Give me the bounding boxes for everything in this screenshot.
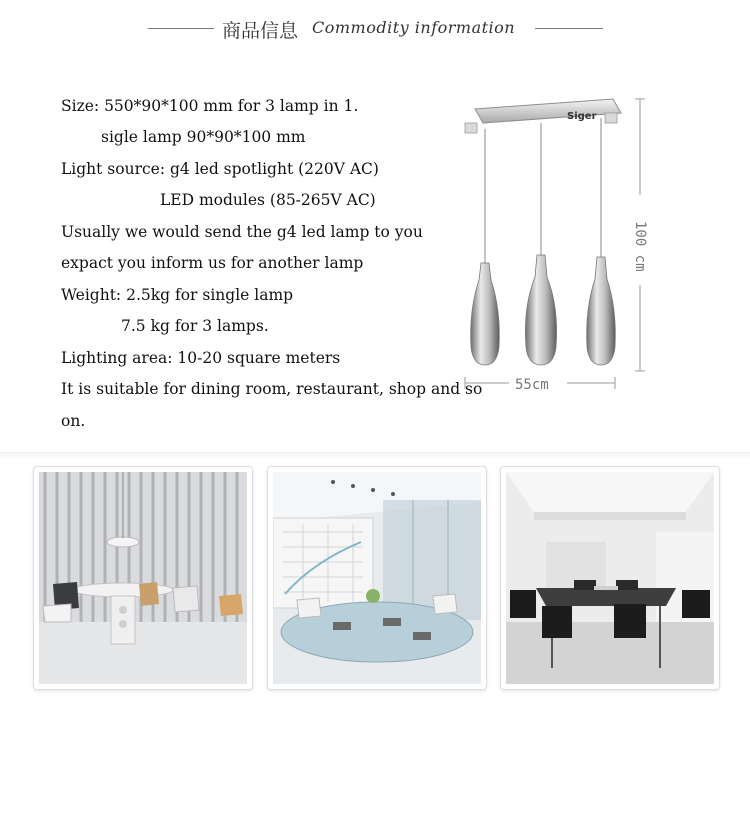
height-label: 100 cm xyxy=(632,221,648,272)
ceiling-plate xyxy=(475,99,621,123)
section-divider xyxy=(0,452,750,460)
spec-weight-single: Weight: 2.5kg for single lamp xyxy=(61,286,294,304)
pendant-lamp-left xyxy=(471,263,500,365)
brand-label: Siger xyxy=(567,111,597,122)
header-rule-right xyxy=(535,28,603,29)
header-rule-left xyxy=(148,28,214,29)
width-label: 55cm xyxy=(515,377,549,393)
spec-light-source: Light source: g4 led spotlight (220V AC) xyxy=(61,160,379,178)
spec-lighting-area: Lighting area: 10-20 square meters xyxy=(61,349,341,367)
header-title-en: Commodity information xyxy=(312,18,516,37)
spec-send-note: Usually we would send the g4 led lamp to you xyxy=(61,223,423,241)
spec-single-size: sigle lamp 90*90*100 mm xyxy=(101,128,306,146)
meeting-room-image xyxy=(273,472,481,684)
spec-size: Size: 550*90*100 mm for 3 lamp in 1. xyxy=(61,97,359,115)
pendant-lamp-right xyxy=(587,257,616,365)
product-diagram xyxy=(455,85,705,405)
header-title-cn: 商品信息 xyxy=(222,20,299,42)
dining-room-image xyxy=(39,472,247,684)
photo-meeting-room xyxy=(267,466,487,690)
photo-dining-room xyxy=(33,466,253,690)
spec-led-modules: LED modules (85-265V AC) xyxy=(160,191,376,209)
spec-suitable: It is suitable for dining room, restaurant, shop and so xyxy=(61,380,483,398)
section-header xyxy=(0,14,750,44)
spec-weight-total: 7.5 kg for 3 lamps. xyxy=(121,317,269,335)
photo-dining-table xyxy=(500,466,720,690)
spec-suitable-cont: on. xyxy=(61,412,86,430)
pendant-lamp-illustration xyxy=(455,85,705,405)
spec-inform-note: expact you inform us for another lamp xyxy=(61,254,364,272)
pendant-lamp-middle xyxy=(525,255,556,365)
dining-table-image xyxy=(506,472,714,684)
